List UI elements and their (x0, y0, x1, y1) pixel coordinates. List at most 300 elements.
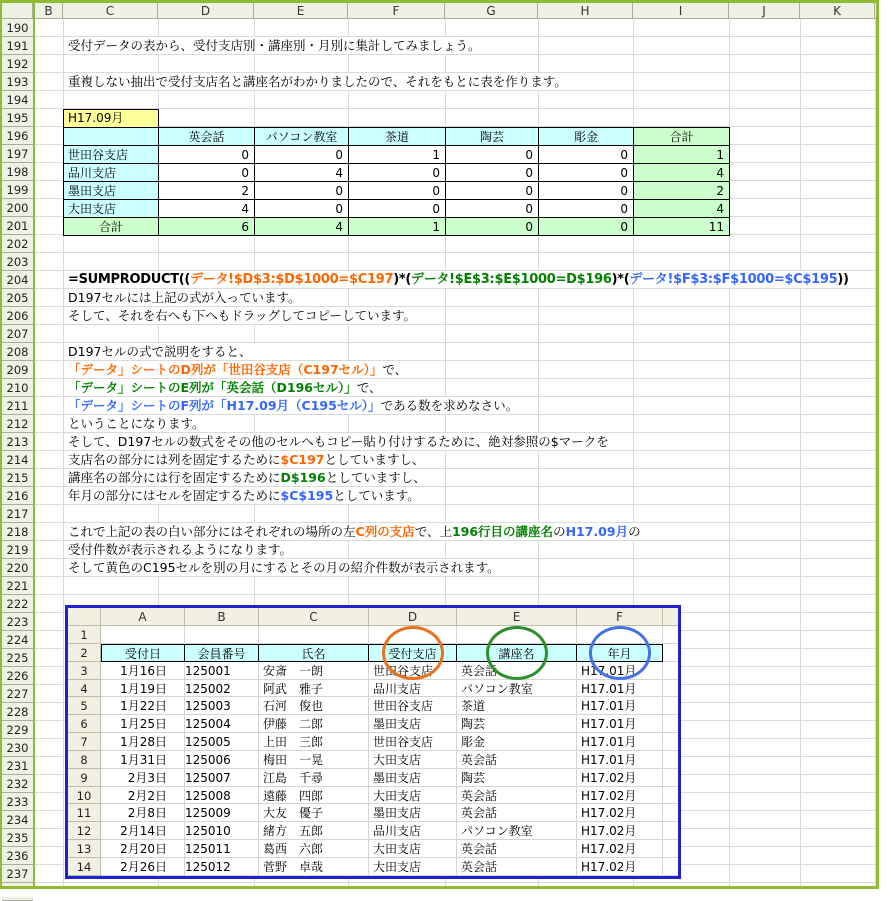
ref-highlight-orange: 「データ」シートのD列が「世田谷支店（C197セル）」 (68, 362, 383, 377)
name-cell: 安斎 一朗 (259, 662, 369, 680)
row-header[interactable]: 196 (2, 127, 33, 145)
course-cell: 英会話 (457, 751, 577, 769)
empty-cell (663, 858, 678, 876)
data-row (68, 751, 678, 769)
page-margin (0, 889, 891, 897)
cell-text-220[interactable]: そして黄色のC195セルを別の月にするとその月の紹介件数が表示されます。 (68, 559, 508, 576)
member-no-cell: 125002 (185, 680, 259, 698)
name-cell: 梅田 一晃 (259, 751, 369, 769)
summary-branch-rows (64, 146, 730, 218)
mini-col-header-E: E (457, 608, 577, 626)
col-total-cell[interactable]: 0 (539, 218, 634, 236)
member-no-cell: 125010 (185, 822, 259, 840)
month-criteria-cell[interactable]: H17.09月 (63, 109, 159, 128)
row-total-cell[interactable]: 1 (634, 146, 730, 164)
row-header[interactable]: 214 (2, 451, 33, 469)
col-header-F[interactable]: F (348, 3, 445, 19)
course-cell: 英会話 (457, 662, 577, 680)
row-header[interactable]: 230 (2, 739, 33, 757)
mini-row-header: 12 (68, 822, 101, 840)
branch-cell: 品川支店 (369, 822, 457, 840)
row-header[interactable]: 198 (2, 163, 33, 181)
text-segment: としていますし、 (324, 452, 425, 467)
cell-text-212[interactable]: ということになります。 (68, 415, 213, 432)
course-cell: 茶道 (457, 697, 577, 715)
data-row (68, 858, 678, 876)
column-headers (2, 3, 876, 19)
branch-cell: 大田支店 (369, 751, 457, 769)
mini-row-header: 13 (68, 840, 101, 858)
summary-branch-row (64, 182, 730, 200)
data-row (68, 840, 678, 858)
mini-row-header: 11 (68, 804, 101, 822)
name-cell: 遠藤 四郎 (259, 787, 369, 805)
col-header-E[interactable]: E (254, 3, 348, 19)
data-row (68, 697, 678, 715)
cell-text-208[interactable]: D197セルの式で説明をすると、 (68, 343, 260, 360)
text-segment: である数を求めなさい。 (380, 398, 519, 413)
row-header[interactable]: 191 (2, 37, 33, 55)
cell-text-219[interactable]: 受付件数が表示されるようになります。 (68, 541, 300, 558)
col-total-cell[interactable]: 6 (159, 218, 255, 236)
date-cell: 1月25日 (101, 715, 185, 733)
count-cell[interactable]: 0 (446, 164, 539, 182)
header-month: 年月 (577, 644, 663, 662)
summary-branch-row (64, 164, 730, 182)
grand-total-cell[interactable]: 11 (634, 218, 730, 236)
date-cell: 1月22日 (101, 697, 185, 715)
row-header[interactable]: 221 (2, 577, 33, 595)
cell-text-216[interactable] (68, 487, 428, 504)
mini-row-header: 10 (68, 787, 101, 805)
empty-cell (663, 733, 678, 751)
month-cell: H17.02月 (577, 840, 663, 858)
row-headers (2, 19, 33, 886)
mini-row-header: 9 (68, 769, 101, 787)
ref-highlight-green: 196行目の講座名 (451, 524, 554, 539)
count-cell[interactable]: 0 (255, 182, 349, 200)
row-header[interactable]: 227 (2, 685, 33, 703)
total-header-cell[interactable]: 合計 (634, 128, 730, 146)
row-header[interactable]: 225 (2, 649, 33, 667)
row-header[interactable]: 237 (2, 865, 33, 883)
row-header[interactable]: 206 (2, 307, 33, 325)
cell-text-215[interactable] (68, 469, 434, 486)
cell-text-213[interactable]: そして、D197セルの数式をその他のセルへもコピー貼り付けするために、絶対参照の$マークを (68, 433, 617, 450)
empty-cell (663, 804, 678, 822)
row-header[interactable]: 210 (2, 379, 33, 397)
empty-cell (663, 769, 678, 787)
cell-text-211[interactable] (68, 397, 526, 414)
count-cell[interactable]: 0 (159, 164, 255, 182)
green-highlight-circle (486, 626, 548, 680)
course-header-cell[interactable]: 陶芸 (446, 128, 539, 146)
count-cell[interactable]: 0 (159, 146, 255, 164)
summary-corner-cell[interactable] (64, 128, 159, 146)
mini-select-all-corner (68, 608, 101, 626)
branch-name-cell[interactable]: 墨田支店 (64, 182, 159, 200)
name-cell: 菅野 卓哉 (259, 858, 369, 876)
row-header[interactable]: 201 (2, 217, 33, 235)
ref-highlight-green: D$196 (280, 470, 326, 485)
row-header[interactable]: 190 (2, 19, 33, 37)
col-header-G[interactable]: G (445, 3, 538, 19)
row-header[interactable]: 202 (2, 235, 33, 253)
row-header[interactable]: 226 (2, 667, 33, 685)
mini-row-header: 7 (68, 733, 101, 751)
header-divider-line (33, 3, 35, 886)
row-header[interactable]: 231 (2, 757, 33, 775)
col-total-cell[interactable]: 4 (255, 218, 349, 236)
count-cell[interactable]: 0 (349, 200, 446, 218)
row-header[interactable]: 204 (2, 271, 33, 289)
cell-text-191[interactable]: 受付データの表から、受付支店別・講座別・月別に集計してみましょう。 (68, 37, 489, 54)
row-total-cell[interactable]: 2 (634, 182, 730, 200)
empty-cell (663, 644, 678, 662)
summary-branch-row (64, 146, 730, 164)
row-header[interactable]: 212 (2, 415, 33, 433)
window-border-top (0, 0, 879, 3)
row-header[interactable]: 222 (2, 595, 33, 613)
count-cell[interactable]: 4 (255, 164, 349, 182)
mini-row-header: 2 (68, 644, 101, 662)
row-header[interactable]: 193 (2, 73, 33, 91)
row-header[interactable]: 216 (2, 487, 33, 505)
member-no-cell: 125012 (185, 858, 259, 876)
formula-ref-green: データ!$E$3:$E$1000=D$196 (411, 272, 612, 287)
mini-col-header-end (663, 608, 678, 626)
data-row (68, 662, 678, 680)
month-cell: H17.02月 (577, 769, 663, 787)
col-total-cell[interactable]: 0 (446, 218, 539, 236)
branch-cell: 世田谷支店 (369, 733, 457, 751)
date-cell: 1月31日 (101, 751, 185, 769)
name-cell: 石河 俊也 (259, 697, 369, 715)
cell-text-193[interactable]: 重複しない抽出で受付支店名と講座名がわかりましたので、それをもとに表を作ります。 (68, 73, 575, 90)
month-cell: H17.01月 (577, 733, 663, 751)
branch-name-cell[interactable]: 品川支店 (64, 164, 159, 182)
col-header-I[interactable]: I (633, 3, 729, 19)
row-header[interactable]: 195 (2, 109, 33, 127)
mini-col-header-F: F (577, 608, 663, 626)
date-cell: 2月3日 (101, 769, 185, 787)
row-header[interactable]: 223 (2, 613, 33, 631)
mini-col-header-A: A (101, 608, 185, 626)
col-total-cell[interactable]: 1 (349, 218, 446, 236)
date-cell: 1月28日 (101, 733, 185, 751)
row-header[interactable]: 205 (2, 289, 33, 307)
text-segment: としていますし、 (325, 470, 426, 485)
name-cell: 緒方 五郎 (259, 822, 369, 840)
course-cell: 彫金 (457, 733, 577, 751)
row-header[interactable]: 235 (2, 829, 33, 847)
empty-cell (663, 697, 678, 715)
ref-highlight-orange: C列の支店 (355, 524, 415, 539)
text-segment: の (628, 524, 641, 539)
member-no-cell: 125011 (185, 840, 259, 858)
header-member-no: 会員番号 (185, 644, 259, 662)
empty-cell (185, 626, 259, 644)
data-row (68, 680, 678, 698)
mini-row-header: 6 (68, 715, 101, 733)
count-cell[interactable]: 1 (349, 146, 446, 164)
course-cell: パソコン教室 (457, 680, 577, 698)
page-margin (879, 0, 891, 897)
row-header[interactable]: 192 (2, 55, 33, 73)
ref-highlight-blue: 「データ」シートのF列が「H17.09月（C195セル）」 (68, 398, 381, 413)
row-header[interactable]: 232 (2, 775, 33, 793)
member-no-cell: 125005 (185, 733, 259, 751)
month-cell: H17.01月 (577, 697, 663, 715)
course-cell: 陶芸 (457, 715, 577, 733)
col-header-B[interactable]: B (35, 3, 63, 19)
mini-header-row (68, 644, 678, 662)
cell-text-206[interactable]: そして、それを右へも下へもドラッグしてコピーしています。 (68, 307, 424, 324)
row-header[interactable]: 220 (2, 559, 33, 577)
branch-name-cell[interactable]: 大田支店 (64, 200, 159, 218)
data-row (68, 822, 678, 840)
mini-column-headers (68, 608, 678, 626)
count-cell[interactable]: 0 (349, 182, 446, 200)
mini-data-rows (68, 662, 678, 876)
text-segment: の (553, 524, 566, 539)
branch-cell: 大田支店 (369, 787, 457, 805)
member-no-cell: 125007 (185, 769, 259, 787)
count-cell[interactable]: 0 (539, 182, 634, 200)
course-header-cell[interactable]: 英会話 (159, 128, 255, 146)
count-cell[interactable]: 0 (255, 146, 349, 164)
row-header[interactable]: 211 (2, 397, 33, 415)
date-cell: 2月26日 (101, 858, 185, 876)
header-branch: 受付支店 (369, 644, 457, 662)
month-cell: H17.01月 (577, 715, 663, 733)
mini-col-header-C: C (259, 608, 369, 626)
row-header[interactable]: 200 (2, 199, 33, 217)
course-cell: 英会話 (457, 858, 577, 876)
formula-part: )*( (611, 272, 630, 287)
row-header[interactable]: 218 (2, 523, 33, 541)
date-cell: 2月20日 (101, 840, 185, 858)
course-cell: 英会話 (457, 804, 577, 822)
branch-cell: 大田支店 (369, 840, 457, 858)
row-header[interactable]: 228 (2, 703, 33, 721)
cell-text-205[interactable]: D197セルには上記の式が入っています。 (68, 289, 309, 306)
empty-cell (663, 751, 678, 769)
header-course: 講座名 (457, 644, 577, 662)
mini-row-1 (68, 626, 678, 644)
member-no-cell: 125006 (185, 751, 259, 769)
name-cell: 葛西 六郎 (259, 840, 369, 858)
cell-text-210[interactable] (68, 379, 390, 396)
member-no-cell: 125008 (185, 787, 259, 805)
text-segment: としています。 (333, 488, 420, 503)
date-cell: 1月19日 (101, 680, 185, 698)
empty-cell (259, 626, 369, 644)
count-cell[interactable]: 0 (446, 146, 539, 164)
member-no-cell: 125009 (185, 804, 259, 822)
col-header-C[interactable]: C (63, 3, 158, 19)
row-header[interactable]: 213 (2, 433, 33, 451)
count-cell[interactable]: 0 (255, 200, 349, 218)
mini-row-header: 5 (68, 697, 101, 715)
name-cell: 江島 千尋 (259, 769, 369, 787)
month-cell: H17.01月 (577, 751, 663, 769)
gridline (800, 19, 801, 886)
count-cell[interactable]: 0 (446, 200, 539, 218)
ref-highlight-blue: $C$195 (280, 488, 334, 503)
formula-part: )*( (393, 272, 411, 287)
text-segment: 年月の部分にはセルを固定するために (68, 488, 281, 503)
empty-cell (663, 680, 678, 698)
text-segment: 支店名の部分には列を固定するために (68, 452, 281, 467)
mini-row-header: 3 (68, 662, 101, 680)
window-border-right (876, 0, 879, 889)
row-total-cell[interactable]: 4 (634, 200, 730, 218)
cell-text-209[interactable] (68, 361, 415, 378)
row-header[interactable]: 199 (2, 181, 33, 199)
month-cell: H17.02月 (577, 822, 663, 840)
branch-cell: 世田谷支店 (369, 662, 457, 680)
cell-text-218[interactable] (68, 523, 649, 540)
name-cell: 阿武 雅子 (259, 680, 369, 698)
row-header[interactable]: 207 (2, 325, 33, 343)
empty-cell (663, 840, 678, 858)
formula-part: =SUMPRODUCT(( (68, 272, 191, 287)
data-row (68, 733, 678, 751)
month-cell: H17.02月 (577, 787, 663, 805)
branch-cell: 大田支店 (369, 858, 457, 876)
date-cell: 2月14日 (101, 822, 185, 840)
empty-cell (101, 626, 185, 644)
mini-row-header: 4 (68, 680, 101, 698)
text-segment: これで上記の表の白い部分にはそれぞれの場所の左 (68, 524, 356, 539)
course-header-cell[interactable]: パソコン教室 (255, 128, 349, 146)
branch-cell: 品川支店 (369, 680, 457, 698)
name-cell: 伊藤 二郎 (259, 715, 369, 733)
count-cell[interactable]: 0 (539, 200, 634, 218)
month-cell: H17.01月 (577, 680, 663, 698)
count-cell[interactable]: 0 (349, 164, 446, 182)
branch-name-cell[interactable]: 世田谷支店 (64, 146, 159, 164)
header-date: 受付日 (101, 644, 185, 662)
branch-cell: 世田谷支店 (369, 697, 457, 715)
count-cell[interactable]: 0 (539, 164, 634, 182)
col-header-D[interactable]: D (158, 3, 254, 19)
branch-cell: 墨田支店 (369, 715, 457, 733)
count-cell[interactable]: 0 (446, 182, 539, 200)
summary-total-row (64, 218, 730, 236)
row-header[interactable]: 236 (2, 847, 33, 865)
month-cell: H17.02月 (577, 804, 663, 822)
count-cell[interactable]: 4 (159, 200, 255, 218)
row-header[interactable]: 234 (2, 811, 33, 829)
date-cell: 1月16日 (101, 662, 185, 680)
row-header[interactable]: 197 (2, 145, 33, 163)
course-cell: パソコン教室 (457, 822, 577, 840)
text-segment: で、 (382, 362, 408, 377)
count-cell[interactable]: 0 (539, 146, 634, 164)
col-header-K[interactable]: K (800, 3, 875, 19)
mini-row-header: 1 (68, 626, 101, 644)
formula-part: )) (837, 272, 849, 287)
month-cell: H17.01月 (577, 662, 663, 680)
data-sheet-picture[interactable] (65, 605, 681, 879)
empty-cell (663, 787, 678, 805)
empty-cell (663, 662, 678, 680)
text-segment: で、 (356, 380, 382, 395)
window-border-bottom (0, 886, 879, 889)
course-cell: 陶芸 (457, 769, 577, 787)
cell-text-214[interactable] (68, 451, 433, 468)
col-header-J[interactable]: J (729, 3, 800, 19)
text-segment: 講座名の部分には行を固定するために (68, 470, 281, 485)
empty-cell (663, 715, 678, 733)
total-label-cell[interactable]: 合計 (64, 218, 159, 236)
data-row (68, 769, 678, 787)
ref-highlight-orange: $C197 (280, 452, 325, 467)
name-cell: 大友 優子 (259, 804, 369, 822)
mini-col-header-B: B (185, 608, 259, 626)
row-header[interactable]: 217 (2, 505, 33, 523)
branch-cell: 墨田支店 (369, 804, 457, 822)
course-cell: 英会話 (457, 787, 577, 805)
row-header[interactable]: 224 (2, 631, 33, 649)
row-header[interactable]: 194 (2, 91, 33, 109)
summary-branch-row (64, 200, 730, 218)
course-header-cell[interactable]: 茶道 (349, 128, 446, 146)
row-header[interactable]: 209 (2, 361, 33, 379)
row-header[interactable]: 215 (2, 469, 33, 487)
formula-ref-orange: データ!$D$3:$D$1000=$C197 (190, 272, 394, 287)
row-header[interactable]: 233 (2, 793, 33, 811)
branch-cell: 墨田支店 (369, 769, 457, 787)
date-cell: 2月2日 (101, 787, 185, 805)
member-no-cell: 125003 (185, 697, 259, 715)
cell-formula-204[interactable] (68, 271, 857, 288)
member-no-cell: 125001 (185, 662, 259, 680)
ref-highlight-blue: H17.09月 (565, 524, 629, 539)
summary-header-row (64, 128, 730, 146)
mini-col-header-D: D (369, 608, 457, 626)
empty-cell (663, 626, 678, 644)
count-cell[interactable]: 2 (159, 182, 255, 200)
empty-cell (663, 822, 678, 840)
header-name: 氏名 (259, 644, 369, 662)
name-cell: 上田 三郎 (259, 733, 369, 751)
month-cell: H17.02月 (577, 858, 663, 876)
window-border-left (0, 0, 2, 889)
course-cell: 英会話 (457, 840, 577, 858)
row-header[interactable]: 208 (2, 343, 33, 361)
row-header[interactable]: 203 (2, 253, 33, 271)
data-row (68, 715, 678, 733)
select-all-corner[interactable] (2, 3, 33, 19)
row-total-cell[interactable]: 4 (634, 164, 730, 182)
data-row (68, 787, 678, 805)
col-header-H[interactable]: H (538, 3, 633, 19)
row-header[interactable]: 219 (2, 541, 33, 559)
row-header[interactable]: 229 (2, 721, 33, 739)
orange-highlight-circle (382, 626, 444, 680)
data-row (68, 804, 678, 822)
ref-highlight-green: 「データ」シートのE列が「英会話（D196セル）」 (68, 380, 357, 395)
date-cell: 2月8日 (101, 804, 185, 822)
member-no-cell: 125004 (185, 715, 259, 733)
text-segment: で、上 (414, 524, 452, 539)
course-header-cell[interactable]: 彫金 (539, 128, 634, 146)
summary-table (63, 127, 730, 236)
formula-ref-blue: データ!$F$3:$F$1000=$C$195 (629, 272, 838, 287)
